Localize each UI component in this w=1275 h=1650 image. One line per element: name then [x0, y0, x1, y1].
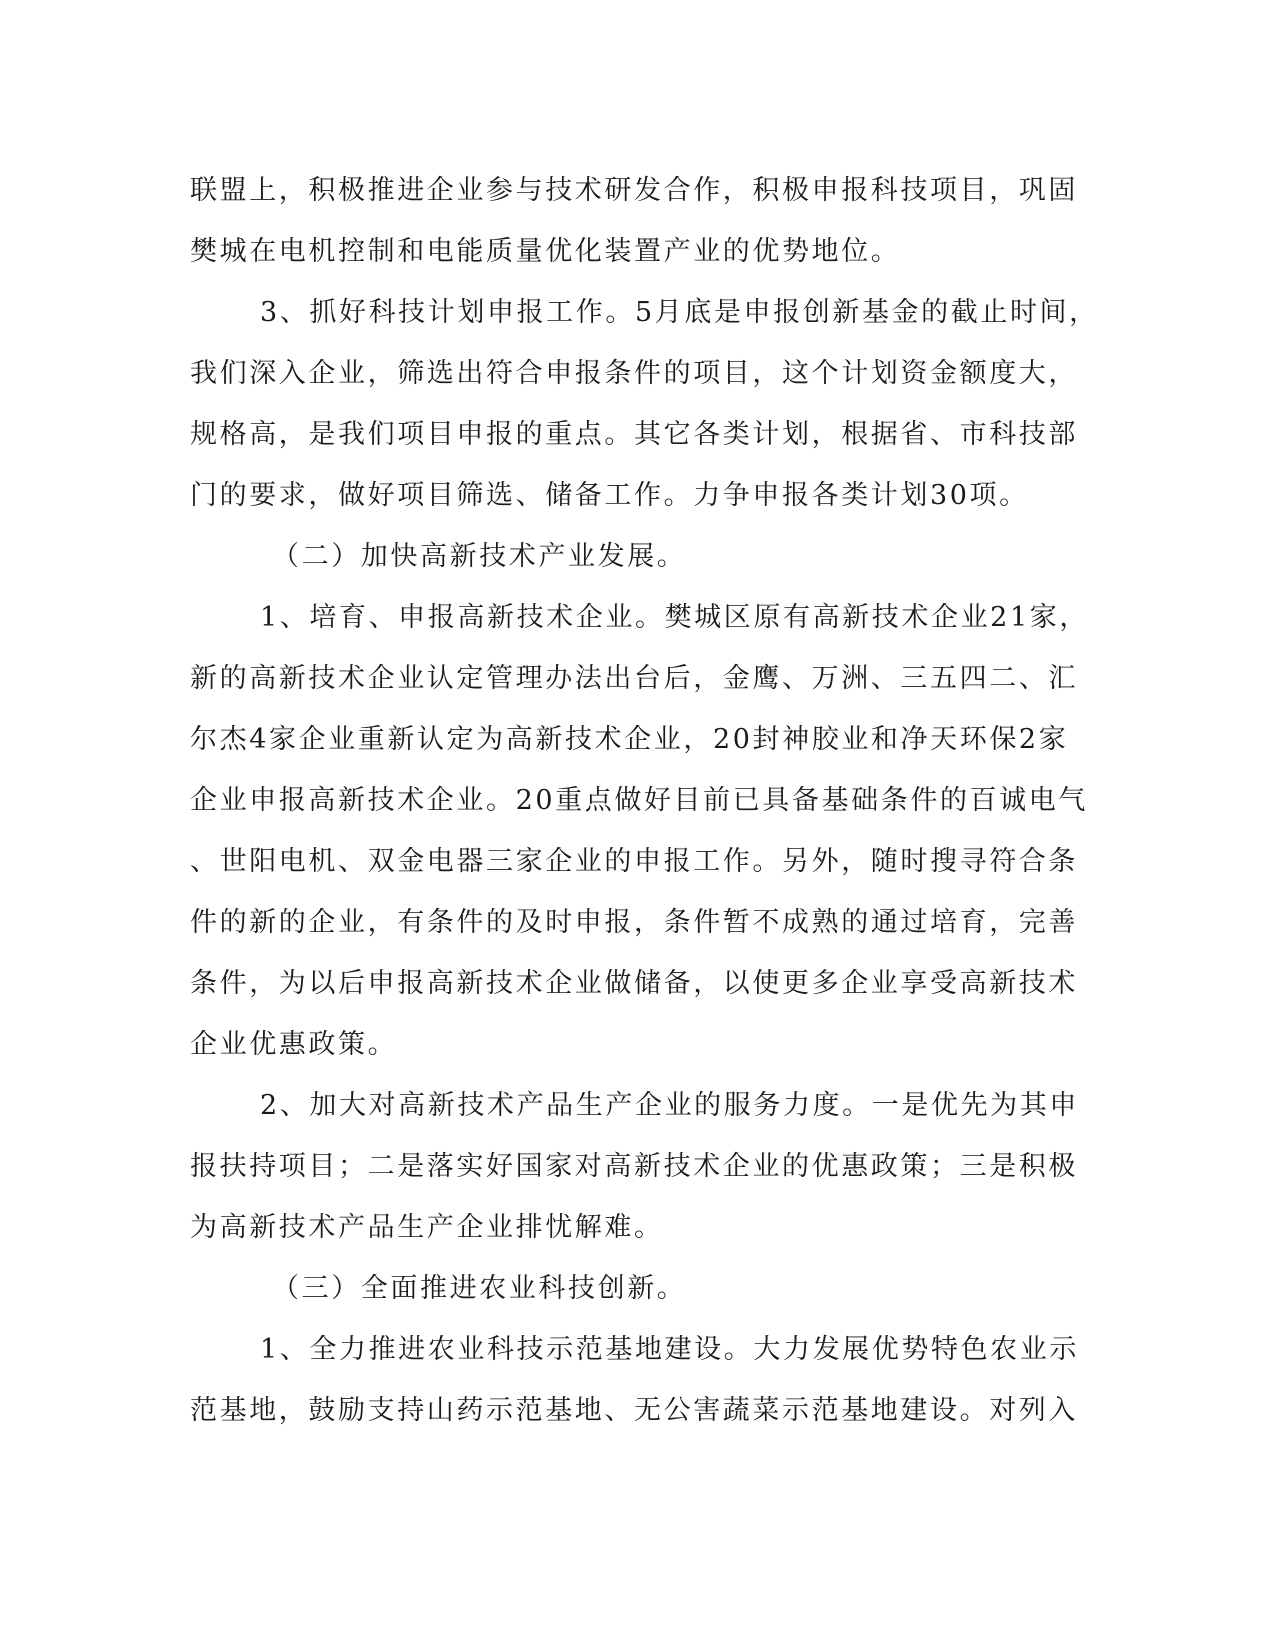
- section-heading: （三）全面推进农业科技创新。: [272, 1273, 687, 1304]
- section-heading: （二）加快高新技术产业发展。: [272, 541, 687, 572]
- text-line: 3、抓好科技计划申报工作。5月底是申报创新基金的截止时间，: [260, 297, 1099, 328]
- text-line: 、世阳电机、双金电器三家企业的申报工作。另外，随时搜寻符合条: [190, 846, 1078, 877]
- text-line: 樊城在电机控制和电能质量优化装置产业的优势地位。: [190, 236, 901, 267]
- text-line: 条件，为以后申报高新技术企业做储备，以使更多企业享受高新技术: [190, 968, 1078, 999]
- text-line: 企业优惠政策。: [190, 1029, 398, 1060]
- document-body: [190, 160, 1099, 1441]
- text-line: 2、加大对高新技术产品生产企业的服务力度。一是优先为其申: [260, 1090, 1079, 1121]
- text-line: 新的高新技术企业认定管理办法出台后，金鹰、万洲、三五四二、汇: [190, 663, 1078, 694]
- text-line: 尔杰4家企业重新认定为高新技术企业，20封神胶业和净天环保2家: [190, 724, 1069, 755]
- text-line: 件的新的企业，有条件的及时申报，条件暂不成熟的通过培育，完善: [190, 907, 1078, 938]
- text-line: 1、全力推进农业科技示范基地建设。大力发展优势特色农业示: [260, 1334, 1079, 1365]
- text-line: 门的要求，做好项目筛选、储备工作。力争申报各类计划30项。: [190, 480, 1029, 511]
- text-line: 1、培育、申报高新技术企业。樊城区原有高新技术企业21家，: [260, 602, 1089, 633]
- text-line: 报扶持项目；二是落实好国家对高新技术企业的优惠政策；三是积极: [190, 1151, 1078, 1182]
- text-line: 联盟上，积极推进企业参与技术研发合作，积极申报科技项目，巩固: [190, 175, 1078, 206]
- text-line: 企业申报高新技术企业。20重点做好目前已具备基础条件的百诚电气: [190, 785, 1088, 816]
- text-line: 为高新技术产品生产企业排忧解难。: [190, 1212, 664, 1243]
- text-line: 我们深入企业，筛选出符合申报条件的项目，这个计划资金额度大，: [190, 358, 1078, 389]
- text-line: 规格高，是我们项目申报的重点。其它各类计划，根据省、市科技部: [190, 419, 1078, 450]
- text-line: 范基地，鼓励支持山药示范基地、无公害蔬菜示范基地建设。对列入: [190, 1395, 1078, 1426]
